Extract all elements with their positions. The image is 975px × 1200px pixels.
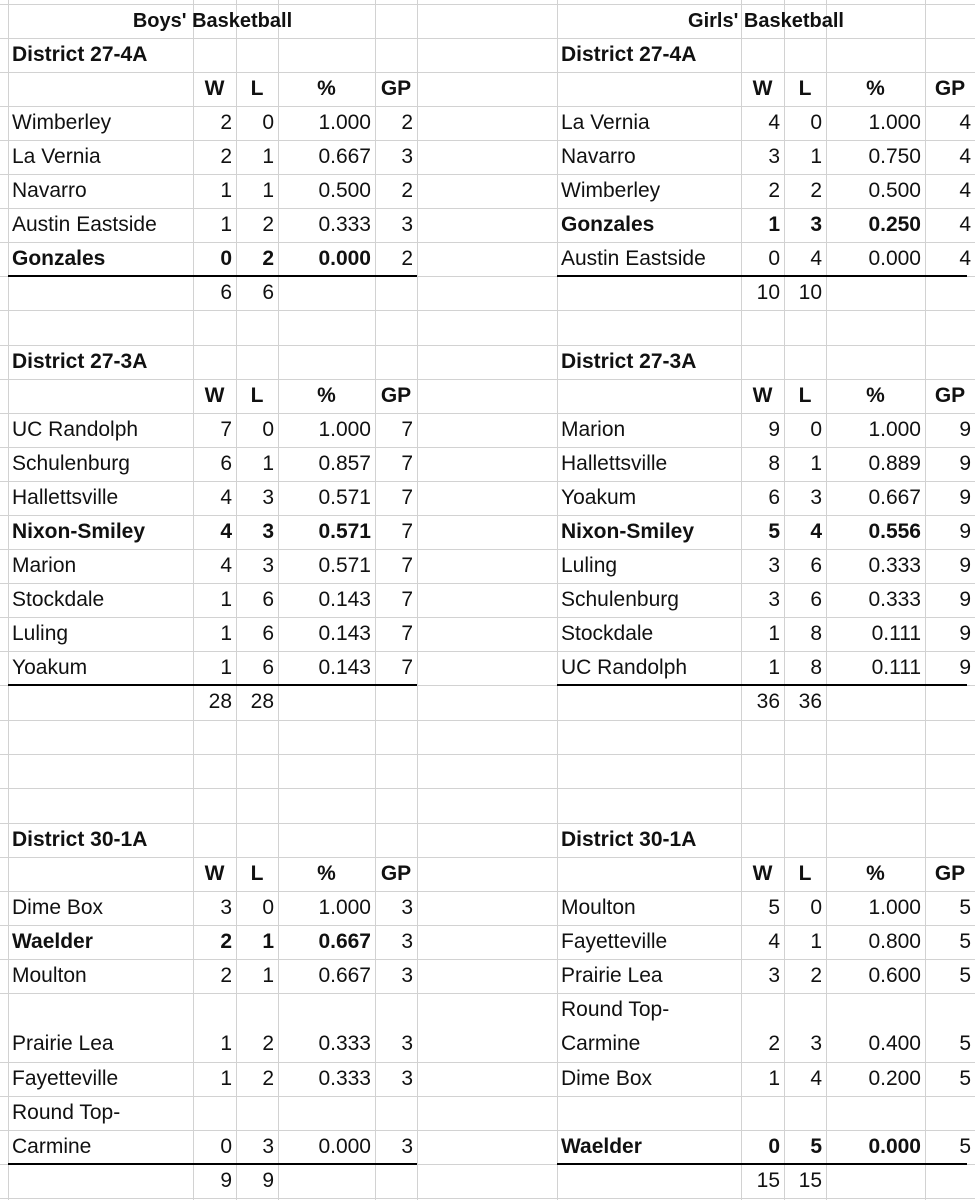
losses-value: 0 — [810, 418, 822, 441]
district-title: District 27-3A — [561, 350, 697, 373]
team-name: Marion — [561, 418, 626, 441]
column-header-l: L — [250, 862, 264, 885]
team-name: Stockdale — [561, 622, 654, 645]
gp-value: 4 — [959, 145, 971, 168]
gp-value: 5 — [959, 1032, 971, 1055]
pct-value: 0.571 — [318, 554, 371, 577]
gp-value: 9 — [959, 588, 971, 611]
team-name: UC Randolph — [12, 418, 139, 441]
gp-value: 3 — [401, 145, 413, 168]
column-header-gp: GP — [934, 384, 966, 407]
pct-value: 0.143 — [318, 588, 371, 611]
losses-value: 2 — [810, 179, 822, 202]
wins-value: 1 — [768, 656, 780, 679]
pct-value: 0.556 — [868, 520, 921, 543]
wins-value: 2 — [220, 111, 232, 134]
pct-value: 0.571 — [318, 520, 371, 543]
gp-value: 2 — [401, 247, 413, 270]
column-header-l: L — [250, 77, 264, 100]
district-title: District 30-1A — [12, 828, 148, 851]
losses-value: 4 — [810, 1067, 822, 1090]
team-name: Dime Box — [561, 1067, 653, 1090]
team-name: Nixon-Smiley — [12, 520, 146, 543]
grid-column-line — [417, 0, 418, 1200]
wins-value: 2 — [220, 930, 232, 953]
pct-value: 0.000 — [868, 1135, 921, 1158]
wins-value: 0 — [220, 247, 232, 270]
column-header-l: L — [798, 862, 812, 885]
team-name: Gonzales — [561, 213, 655, 236]
pct-value: 0.667 — [318, 930, 371, 953]
losses-value: 8 — [810, 656, 822, 679]
wins-value: 7 — [220, 418, 232, 441]
losses-value: 4 — [810, 247, 822, 270]
losses-value: 5 — [810, 1135, 822, 1158]
total-losses: 28 — [250, 690, 274, 713]
pct-value: 0.000 — [318, 247, 371, 270]
losses-value: 1 — [810, 145, 822, 168]
gp-value: 7 — [401, 418, 413, 441]
wins-value: 1 — [768, 213, 780, 236]
total-wins: 36 — [756, 690, 780, 713]
losses-value: 0 — [262, 896, 274, 919]
losses-value: 8 — [810, 622, 822, 645]
team-name: Prairie Lea — [561, 964, 663, 987]
losses-value: 1 — [262, 145, 274, 168]
gp-value: 7 — [401, 452, 413, 475]
losses-value: 1 — [810, 452, 822, 475]
wins-value: 1 — [220, 656, 232, 679]
column-header-l: L — [250, 384, 264, 407]
team-name: Stockdale — [12, 588, 105, 611]
gp-value: 7 — [401, 588, 413, 611]
losses-value: 3 — [810, 486, 822, 509]
column-header-w: W — [204, 384, 225, 407]
team-name: Yoakum — [561, 486, 637, 509]
losses-value: 3 — [810, 1032, 822, 1055]
wins-value: 1 — [768, 622, 780, 645]
total-losses: 10 — [798, 281, 822, 304]
gp-value: 2 — [401, 111, 413, 134]
gp-value: 9 — [959, 486, 971, 509]
losses-value: 1 — [262, 964, 274, 987]
team-name: Schulenburg — [12, 452, 130, 475]
team-name: Moulton — [561, 896, 636, 919]
team-name: Fayetteville — [12, 1067, 119, 1090]
wins-value: 2 — [220, 145, 232, 168]
pct-value: 0.250 — [868, 213, 921, 236]
gp-value: 9 — [959, 622, 971, 645]
gp-value: 9 — [959, 418, 971, 441]
column-header-pct: % — [866, 384, 885, 407]
losses-value: 2 — [262, 213, 274, 236]
pct-value: 0.667 — [868, 486, 921, 509]
wins-value: 6 — [768, 486, 780, 509]
team-name: Round Top- Carmine — [12, 1101, 121, 1158]
wins-value: 4 — [220, 486, 232, 509]
total-wins: 10 — [756, 281, 780, 304]
losses-value: 1 — [262, 930, 274, 953]
wins-value: 1 — [220, 1032, 232, 1055]
wins-value: 0 — [768, 1135, 780, 1158]
losses-value: 3 — [262, 520, 274, 543]
wins-value: 6 — [220, 452, 232, 475]
grid-row-line — [0, 310, 975, 311]
column-header-w: W — [204, 77, 225, 100]
team-name: UC Randolph — [561, 656, 688, 679]
total-losses: 36 — [798, 690, 822, 713]
wins-value: 1 — [220, 179, 232, 202]
pct-value: 0.600 — [868, 964, 921, 987]
wins-value: 5 — [768, 520, 780, 543]
gp-value: 7 — [401, 622, 413, 645]
pct-value: 0.333 — [318, 1032, 371, 1055]
team-name: Waelder — [561, 1135, 642, 1158]
wins-value: 4 — [768, 111, 780, 134]
wins-value: 1 — [220, 588, 232, 611]
wins-value: 0 — [768, 247, 780, 270]
pct-value: 0.889 — [868, 452, 921, 475]
gp-value: 3 — [401, 930, 413, 953]
wins-value: 4 — [220, 520, 232, 543]
pct-value: 1.000 — [868, 111, 921, 134]
pct-value: 0.143 — [318, 656, 371, 679]
column-header-pct: % — [866, 862, 885, 885]
pct-value: 0.500 — [868, 179, 921, 202]
total-wins: 9 — [220, 1169, 232, 1192]
pct-value: 0.333 — [868, 554, 921, 577]
wins-value: 2 — [220, 964, 232, 987]
wins-value: 1 — [220, 1067, 232, 1090]
column-header-w: W — [752, 77, 773, 100]
pct-value: 0.750 — [868, 145, 921, 168]
grid-row-line — [0, 993, 975, 994]
column-header-w: W — [752, 862, 773, 885]
column-header-w: W — [204, 862, 225, 885]
team-name: Prairie Lea — [12, 1032, 114, 1055]
gp-value: 3 — [401, 1067, 413, 1090]
total-losses: 9 — [262, 1169, 274, 1192]
wins-value: 9 — [768, 418, 780, 441]
column-header-gp: GP — [380, 384, 412, 407]
gp-value: 4 — [959, 111, 971, 134]
losses-value: 3 — [262, 554, 274, 577]
gp-value: 9 — [959, 554, 971, 577]
team-name: Nixon-Smiley — [561, 520, 695, 543]
team-name: Dime Box — [12, 896, 104, 919]
pct-value: 1.000 — [318, 111, 371, 134]
team-name: Wimberley — [12, 111, 112, 134]
boys-section-title: Boys' Basketball — [132, 10, 293, 32]
gp-value: 4 — [959, 179, 971, 202]
gp-value: 5 — [959, 964, 971, 987]
gp-value: 3 — [401, 896, 413, 919]
total-losses: 15 — [798, 1169, 822, 1192]
wins-value: 3 — [768, 554, 780, 577]
district-title: District 27-4A — [12, 43, 148, 66]
gp-value: 5 — [959, 1135, 971, 1158]
losses-value: 6 — [262, 588, 274, 611]
pct-value: 0.500 — [318, 179, 371, 202]
pct-value: 0.857 — [318, 452, 371, 475]
total-wins: 6 — [220, 281, 232, 304]
district-title: District 27-3A — [12, 350, 148, 373]
gp-value: 5 — [959, 1067, 971, 1090]
pct-value: 1.000 — [868, 896, 921, 919]
wins-value: 5 — [768, 896, 780, 919]
pct-value: 0.333 — [868, 588, 921, 611]
wins-value: 0 — [220, 1135, 232, 1158]
pct-value: 0.000 — [868, 247, 921, 270]
pct-value: 0.333 — [318, 1067, 371, 1090]
team-name: Hallettsville — [12, 486, 119, 509]
pct-value: 0.200 — [868, 1067, 921, 1090]
wins-value: 4 — [220, 554, 232, 577]
gp-value: 4 — [959, 213, 971, 236]
losses-value: 3 — [262, 486, 274, 509]
column-header-w: W — [752, 384, 773, 407]
losses-value: 0 — [810, 896, 822, 919]
wins-value: 1 — [220, 622, 232, 645]
column-header-gp: GP — [934, 862, 966, 885]
losses-value: 6 — [262, 622, 274, 645]
gp-value: 4 — [959, 247, 971, 270]
total-losses: 6 — [262, 281, 274, 304]
gp-value: 5 — [959, 896, 971, 919]
wins-value: 1 — [768, 1067, 780, 1090]
pct-value: 1.000 — [318, 896, 371, 919]
pct-value: 0.800 — [868, 930, 921, 953]
district-title: District 27-4A — [561, 43, 697, 66]
gp-value: 7 — [401, 554, 413, 577]
losses-value: 0 — [262, 111, 274, 134]
team-name: Fayetteville — [561, 930, 668, 953]
gp-value: 3 — [401, 1032, 413, 1055]
losses-value: 6 — [810, 588, 822, 611]
losses-value: 1 — [262, 179, 274, 202]
pct-value: 0.667 — [318, 145, 371, 168]
column-header-pct: % — [317, 384, 336, 407]
grid-row-line — [0, 1198, 975, 1199]
team-name: Wimberley — [561, 179, 661, 202]
column-header-pct: % — [317, 77, 336, 100]
team-name: Luling — [561, 554, 618, 577]
losses-value: 2 — [262, 247, 274, 270]
team-name: Austin Eastside — [12, 213, 157, 236]
team-name: Luling — [12, 622, 69, 645]
losses-value: 1 — [810, 930, 822, 953]
girls-section-title: Girls' Basketball — [688, 10, 844, 32]
losses-value: 3 — [810, 213, 822, 236]
pct-value: 0.000 — [318, 1135, 371, 1158]
gp-value: 9 — [959, 452, 971, 475]
wins-value: 1 — [220, 213, 232, 236]
total-wins: 15 — [756, 1169, 780, 1192]
team-name: Schulenburg — [561, 588, 679, 611]
team-name: Yoakum — [12, 656, 88, 679]
column-header-gp: GP — [380, 862, 412, 885]
losses-value: 3 — [262, 1135, 274, 1158]
gp-value: 7 — [401, 656, 413, 679]
losses-value: 0 — [262, 418, 274, 441]
gp-value: 2 — [401, 179, 413, 202]
wins-value: 3 — [220, 896, 232, 919]
losses-value: 2 — [262, 1067, 274, 1090]
gp-value: 7 — [401, 486, 413, 509]
column-header-gp: GP — [934, 77, 966, 100]
pct-value: 0.111 — [871, 622, 921, 645]
losses-value: 6 — [810, 554, 822, 577]
team-name: Austin Eastside — [561, 247, 706, 270]
pct-value: 1.000 — [318, 418, 371, 441]
gp-value: 3 — [401, 964, 413, 987]
losses-value: 4 — [810, 520, 822, 543]
wins-value: 3 — [768, 588, 780, 611]
losses-value: 0 — [810, 111, 822, 134]
gp-value: 5 — [959, 930, 971, 953]
team-name: Gonzales — [12, 247, 106, 270]
gp-value: 7 — [401, 520, 413, 543]
team-name: Round Top- Carmine — [561, 998, 670, 1055]
pct-value: 1.000 — [868, 418, 921, 441]
losses-value: 2 — [262, 1032, 274, 1055]
column-header-gp: GP — [380, 77, 412, 100]
team-name: La Vernia — [12, 145, 101, 168]
wins-value: 2 — [768, 179, 780, 202]
district-title: District 30-1A — [561, 828, 697, 851]
column-header-l: L — [798, 384, 812, 407]
pct-value: 0.333 — [318, 213, 371, 236]
total-wins: 28 — [208, 690, 232, 713]
column-header-pct: % — [317, 862, 336, 885]
grid-row-line — [0, 788, 975, 789]
wins-value: 2 — [768, 1032, 780, 1055]
pct-value: 0.111 — [871, 656, 921, 679]
team-name: Moulton — [12, 964, 87, 987]
wins-value: 4 — [768, 930, 780, 953]
grid-row-line — [0, 720, 975, 721]
wins-value: 3 — [768, 145, 780, 168]
gp-value: 9 — [959, 520, 971, 543]
grid-row-line — [0, 754, 975, 755]
pct-value: 0.667 — [318, 964, 371, 987]
team-name: Hallettsville — [561, 452, 668, 475]
column-header-l: L — [798, 77, 812, 100]
team-name: Marion — [12, 554, 77, 577]
wins-value: 8 — [768, 452, 780, 475]
pct-value: 0.400 — [868, 1032, 921, 1055]
team-name: La Vernia — [561, 111, 650, 134]
team-name: Navarro — [561, 145, 636, 168]
pct-value: 0.143 — [318, 622, 371, 645]
pct-value: 0.571 — [318, 486, 371, 509]
wins-value: 3 — [768, 964, 780, 987]
losses-value: 1 — [262, 452, 274, 475]
team-name: Navarro — [12, 179, 87, 202]
gp-value: 3 — [401, 1135, 413, 1158]
gp-value: 9 — [959, 656, 971, 679]
team-name: Waelder — [12, 930, 93, 953]
column-header-pct: % — [866, 77, 885, 100]
losses-value: 6 — [262, 656, 274, 679]
gp-value: 3 — [401, 213, 413, 236]
losses-value: 2 — [810, 964, 822, 987]
